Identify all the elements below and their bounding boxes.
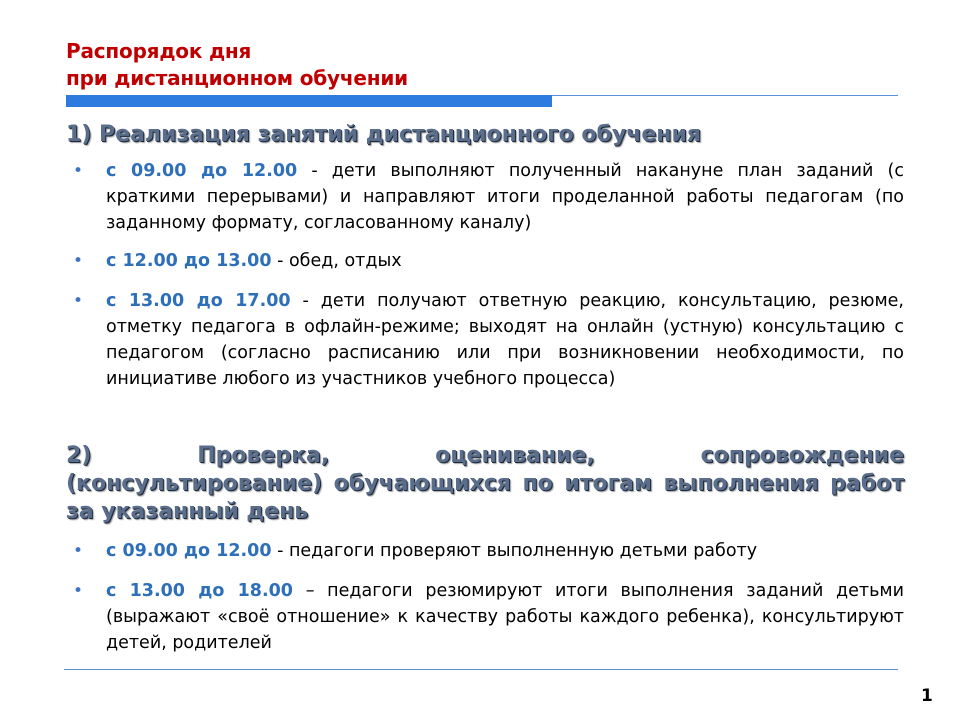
list-item: [66, 158, 904, 248]
bullet-icon: •: [73, 581, 84, 601]
section-1-heading: 1) Реализация занятий дистанционного обучения: [66, 122, 701, 147]
slide-title: [66, 38, 408, 92]
slide-title-line-1: Распорядок дня: [66, 39, 252, 63]
section-2-heading-line-1: 2) Проверка, оценивание, сопровождение: [66, 443, 904, 468]
section-2-heading: [66, 442, 904, 526]
time-range: с 13.00 до 17.00: [106, 291, 291, 311]
section-1-bullet-list: [66, 158, 904, 392]
bullet-text: – педагоги резюмируют итоги выполнения заданий детьми (выражают «своё отношение» к качеству работы каждого ребенка), консультируют детей, родителей: [106, 581, 904, 653]
bullet-icon: •: [73, 251, 84, 271]
bullet-icon: •: [73, 291, 84, 311]
list-item: [66, 248, 904, 288]
bullet-icon: •: [73, 541, 84, 561]
page-number: 1: [921, 686, 933, 706]
time-range: с 13.00 до 18.00: [106, 581, 293, 601]
bullet-text: - дети получают ответную реакцию, консультацию, резюме, отметку педагога в офлайн-режиме; выходят на онлайн (устную) консультацию с педагогом (согласно расписанию или при возникновении необходимости, по инициативе любого из участников учебного процесса): [106, 291, 904, 389]
section-2-bullet-list: [66, 538, 904, 656]
bullet-text: - обед, отдых: [271, 251, 402, 271]
time-range: с 09.00 до 12.00: [106, 541, 272, 561]
list-item: [66, 288, 904, 392]
list-item: [66, 538, 904, 578]
slide-title-line-2: при дистанционном обучении: [66, 66, 408, 90]
title-divider-line: [552, 95, 898, 96]
bullet-text: - дети выполняют полученный накануне план заданий (с краткими перерывами) и направляют итоги проделанной работы педагогам (по заданному формату, согласованному каналу): [106, 161, 905, 233]
title-underline-bar: [66, 95, 552, 107]
section-2-heading-rest: (консультирование) обучающихся по итогам выполнения работ за указанный день: [66, 471, 904, 524]
list-item: [66, 578, 904, 656]
time-range: с 09.00 до 12.00: [106, 161, 298, 181]
time-range: с 12.00 до 13.00: [106, 251, 272, 271]
bullet-text: - педагоги проверяют выполненную детьми работу: [271, 541, 758, 561]
footer-divider-line: [64, 669, 898, 670]
bullet-icon: •: [73, 161, 84, 181]
